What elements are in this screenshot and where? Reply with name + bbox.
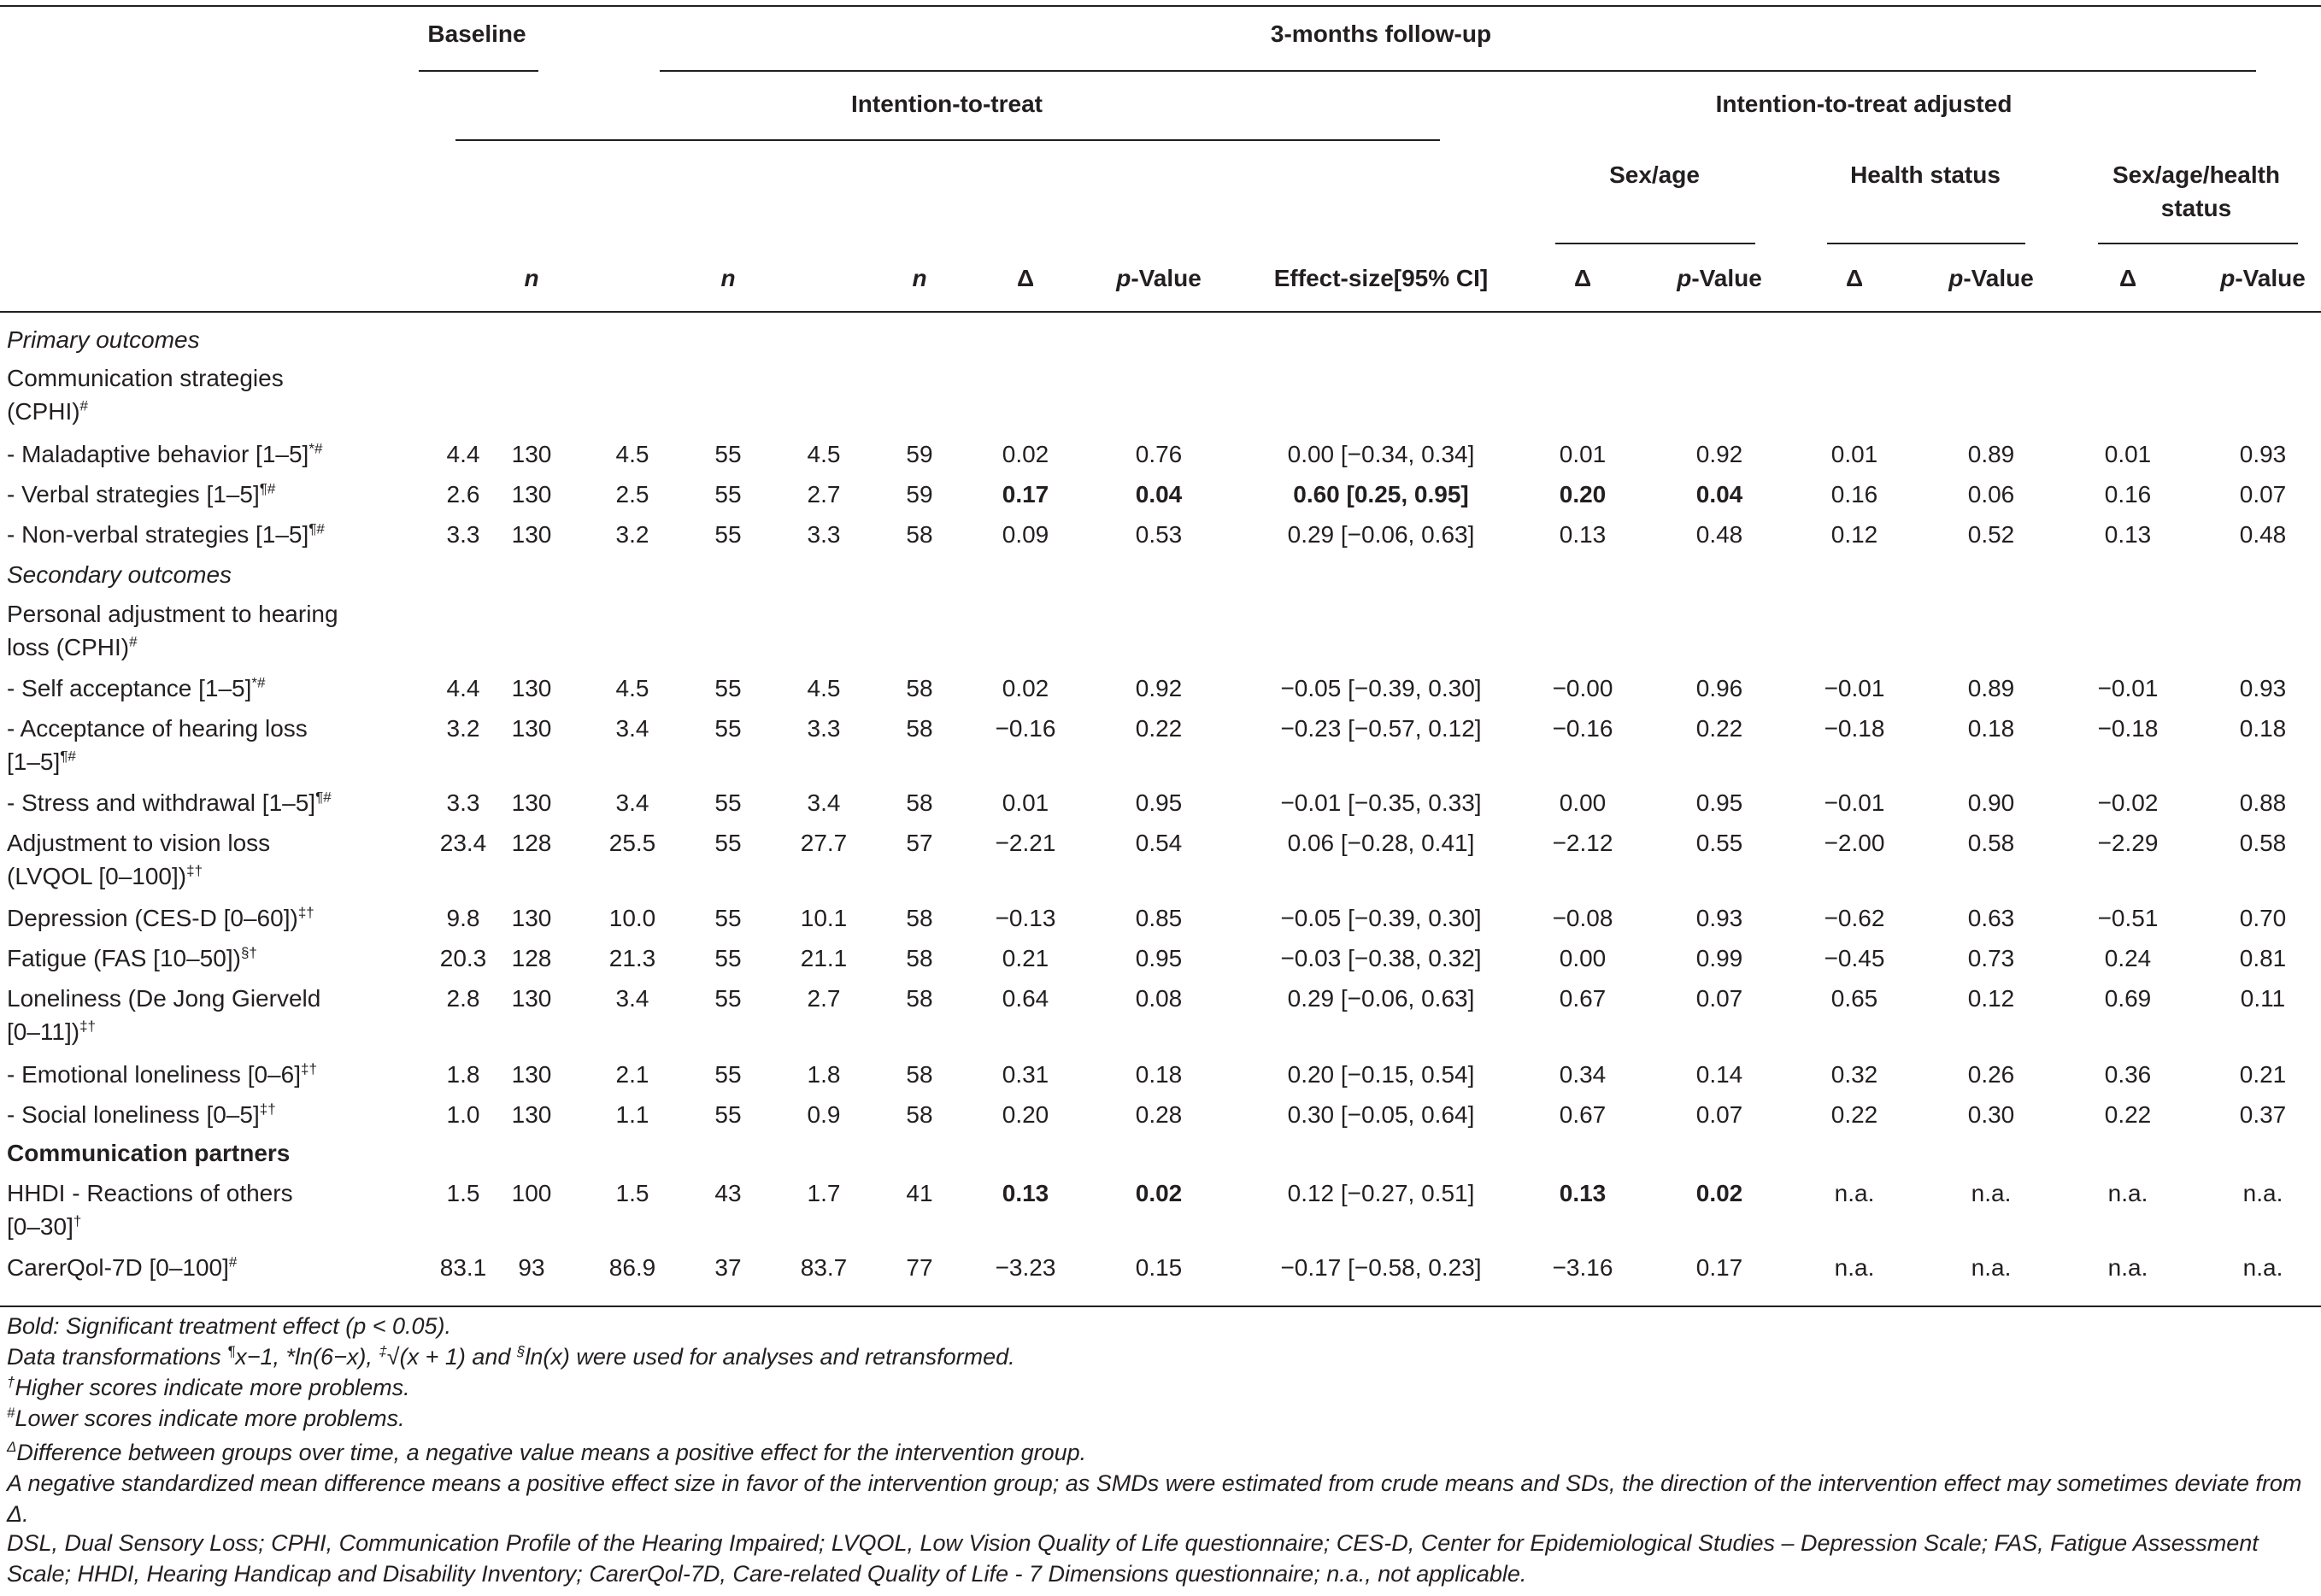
cell-itt-ctrl-mean: 3.3 <box>807 521 841 548</box>
cell-sexagehealth-delta: 0.69 <box>2104 985 2152 1012</box>
col-header-p-value: p-Value <box>1677 265 1762 291</box>
cell-itt-int-mean: 1.5 <box>615 1180 649 1206</box>
cell-sexagehealth-p: 0.93 <box>2239 675 2287 701</box>
row-label: - Acceptance of hearing loss <box>7 715 308 742</box>
col-header-p-value: p-Value <box>2220 265 2306 291</box>
cell-baseline-n: 130 <box>511 1061 552 1088</box>
cell-itt-ctrl-mean: 83.7 <box>800 1254 848 1281</box>
cell-itt-delta: 0.31 <box>1002 1061 1049 1088</box>
cell-itt-ctrl-mean: 21.1 <box>800 945 848 971</box>
cell-sexagehealth-delta: 0.24 <box>2104 945 2152 971</box>
group-communication-strategies-2: (CPHI)# <box>7 397 89 425</box>
cell-baseline-mean: 20.3 <box>439 945 487 971</box>
cell-itt-int-n: 55 <box>714 985 742 1012</box>
cell-itt-p: 0.04 <box>1135 481 1183 508</box>
cell-itt-ctrl-n: 58 <box>906 675 933 701</box>
col-header-n: n <box>524 265 539 291</box>
cell-itt-delta: 0.01 <box>1002 789 1049 816</box>
cell-itt-p: 0.02 <box>1135 1180 1183 1206</box>
cell-itt-int-mean: 3.4 <box>615 985 649 1012</box>
cell-baseline-n: 130 <box>511 675 552 701</box>
cell-itt-int-n: 55 <box>714 715 742 742</box>
cell-sexage-delta: −3.16 <box>1552 1254 1613 1281</box>
cell-sexagehealth-p: 0.70 <box>2239 905 2287 931</box>
cell-itt-effect-size: 0.29 [−0.06, 0.63] <box>1287 521 1475 548</box>
cell-sexagehealth-delta: n.a. <box>2107 1254 2148 1281</box>
cell-baseline-mean: 1.0 <box>446 1101 480 1128</box>
header-sexagehealth-1: Sex/age/health <box>2112 161 2281 188</box>
cell-itt-effect-size: −0.03 [−0.38, 0.32] <box>1280 945 1482 971</box>
cell-itt-int-n: 55 <box>714 481 742 508</box>
cell-itt-int-mean: 4.5 <box>615 675 649 701</box>
cell-itt-effect-size: −0.17 [−0.58, 0.23] <box>1280 1254 1482 1281</box>
cell-itt-effect-size: −0.05 [−0.39, 0.30] <box>1280 905 1482 931</box>
cell-itt-effect-size: 0.06 [−0.28, 0.41] <box>1287 830 1475 856</box>
cell-baseline-n: 130 <box>511 789 552 816</box>
cell-baseline-mean: 3.2 <box>446 715 480 742</box>
row-label: - Verbal strategies [1–5]¶# <box>7 480 276 508</box>
cell-itt-p: 0.18 <box>1135 1061 1183 1088</box>
sexagehealth-underline <box>2098 243 2298 244</box>
cell-itt-int-mean: 25.5 <box>608 830 656 856</box>
footnote-delta: $^\Delta$Difference between groups over time, a negative value means a positive effect for the intervention group. <box>7 1439 1087 1465</box>
cell-baseline-n: 128 <box>511 830 552 856</box>
group-personal-adjustment-2: loss (CPHI)# <box>7 633 138 660</box>
col-header-p-value: p-Value <box>1948 265 2034 291</box>
cell-sexage-delta: 0.34 <box>1559 1061 1607 1088</box>
cell-sexage-delta: 0.13 <box>1559 521 1607 548</box>
cell-sexagehealth-p: 0.88 <box>2239 789 2287 816</box>
cell-itt-ctrl-n: 58 <box>906 521 933 548</box>
cell-itt-ctrl-n: 58 <box>906 985 933 1012</box>
cell-baseline-n: 93 <box>518 1254 545 1281</box>
cell-health-delta: 0.22 <box>1830 1101 1878 1128</box>
cell-itt-p: 0.95 <box>1135 945 1183 971</box>
cell-baseline-n: 130 <box>511 715 552 742</box>
cell-health-p: 0.30 <box>1967 1101 2015 1128</box>
cell-health-delta: n.a. <box>1834 1254 1875 1281</box>
cell-health-delta: 0.32 <box>1830 1061 1878 1088</box>
cell-sexage-delta: −0.00 <box>1552 675 1613 701</box>
header-health-status: Health status <box>1850 161 2001 188</box>
cell-itt-ctrl-n: 58 <box>906 945 933 971</box>
cell-sexage-delta: 0.20 <box>1559 481 1607 508</box>
cell-health-p: 0.90 <box>1967 789 2015 816</box>
cell-itt-int-n: 55 <box>714 1101 742 1128</box>
header-bottom-rule <box>0 311 2321 313</box>
row-label: Fatigue (FAS [10–50])§† <box>7 944 257 971</box>
cell-baseline-n: 130 <box>511 905 552 931</box>
cell-health-p: 0.63 <box>1967 905 2015 931</box>
cell-itt-ctrl-n: 77 <box>906 1254 933 1281</box>
cell-sexage-p: 0.48 <box>1695 521 1743 548</box>
cell-itt-int-n: 55 <box>714 521 742 548</box>
cell-itt-effect-size: 0.60 [0.25, 0.95] <box>1293 481 1469 508</box>
col-header-effect-size: Effect-size[95% CI] <box>1273 265 1489 291</box>
cell-itt-delta: −0.16 <box>995 715 1056 742</box>
cell-itt-ctrl-n: 41 <box>906 1180 933 1206</box>
group-communication-strategies-1: Communication strategies <box>7 365 284 391</box>
cell-itt-int-mean: 2.1 <box>615 1061 649 1088</box>
cell-itt-effect-size: −0.05 [−0.39, 0.30] <box>1280 675 1482 701</box>
footnote-smd: A negative standardized mean difference means a positive effect size in favor of the intervention group; as SMDs were estimated from crude means and SDs, the direction of the intervention effect may sometimes deviate from Δ. <box>7 1470 2302 1527</box>
cell-baseline-mean: 2.8 <box>446 985 480 1012</box>
row-label: - Social loneliness [0–5]‡† <box>7 1100 276 1128</box>
cell-baseline-mean: 2.6 <box>446 481 480 508</box>
row-label: CarerQol-7D [0–100]# <box>7 1253 238 1281</box>
cell-itt-delta: 0.17 <box>1002 481 1049 508</box>
cell-baseline-mean: 4.4 <box>446 441 480 467</box>
cell-sexagehealth-p: 0.93 <box>2239 441 2287 467</box>
row-label: HHDI - Reactions of others <box>7 1180 293 1206</box>
cell-sexagehealth-p: 0.21 <box>2239 1061 2287 1088</box>
row-label: Adjustment to vision loss <box>7 830 271 856</box>
cell-itt-int-n: 55 <box>714 789 742 816</box>
footnote-lower: #Lower scores indicate more problems. <box>7 1405 405 1431</box>
cell-sexage-p: 0.99 <box>1695 945 1743 971</box>
cell-itt-p: 0.54 <box>1135 830 1183 856</box>
cell-itt-int-n: 55 <box>714 905 742 931</box>
cell-itt-effect-size: 0.20 [−0.15, 0.54] <box>1287 1061 1475 1088</box>
col-header-n: n <box>720 265 736 291</box>
cell-sexage-delta: −2.12 <box>1552 830 1613 856</box>
table-bottom-rule <box>0 1306 2321 1307</box>
cell-sexage-p: 0.22 <box>1695 715 1743 742</box>
col-header-n: n <box>912 265 927 291</box>
cell-itt-delta: −3.23 <box>995 1254 1056 1281</box>
cell-itt-ctrl-mean: 3.3 <box>807 715 841 742</box>
cell-sexage-p: 0.93 <box>1695 905 1743 931</box>
cell-sexagehealth-delta: −0.51 <box>2097 905 2159 931</box>
cell-itt-ctrl-n: 59 <box>906 441 933 467</box>
followup-underline <box>660 70 2256 72</box>
cell-itt-p: 0.95 <box>1135 789 1183 816</box>
itt-underline <box>455 139 1440 141</box>
cell-sexage-delta: 0.67 <box>1559 1101 1607 1128</box>
cell-sexagehealth-delta: 0.36 <box>2104 1061 2152 1088</box>
cell-sexage-p: 0.04 <box>1695 481 1743 508</box>
cell-sexagehealth-p: n.a. <box>2242 1254 2283 1281</box>
cell-itt-delta: 0.02 <box>1002 675 1049 701</box>
cell-itt-ctrl-n: 57 <box>906 830 933 856</box>
header-followup: 3-months follow-up <box>1270 21 1492 47</box>
cell-itt-ctrl-n: 59 <box>906 481 933 508</box>
cell-itt-effect-size: −0.01 [−0.35, 0.33] <box>1280 789 1482 816</box>
cell-sexagehealth-delta: −2.29 <box>2097 830 2159 856</box>
cell-health-p: 0.12 <box>1967 985 2015 1012</box>
footnote-abbreviations: DSL, Dual Sensory Loss; CPHI, Communication Profile of the Hearing Impaired; LVQOL, Low Vision Quality of Life questionnaire; CES-D, Center for Epidemiological Studies – Depression Scale; FAS, Fatigue Assessment Scale; HHDI, Hearing Handicap and Disability Inventory; CarerQol-7D, Care-related Quality of Life - 7 Dimensions questionnaire; n.a., not applicable. <box>7 1530 2259 1587</box>
cell-sexage-p: 0.02 <box>1695 1180 1743 1206</box>
cell-health-delta: n.a. <box>1834 1180 1875 1206</box>
cell-baseline-n: 130 <box>511 441 552 467</box>
cell-itt-ctrl-n: 58 <box>906 789 933 816</box>
cell-itt-p: 0.85 <box>1135 905 1183 931</box>
cell-itt-ctrl-mean: 4.5 <box>807 441 841 467</box>
header-itt-adjusted: Intention-to-treat adjusted <box>1715 91 2013 117</box>
cell-itt-delta: 0.02 <box>1002 441 1049 467</box>
cell-baseline-n: 130 <box>511 985 552 1012</box>
cell-itt-ctrl-n: 58 <box>906 905 933 931</box>
cell-itt-effect-size: 0.29 [−0.06, 0.63] <box>1287 985 1475 1012</box>
header-sexage: Sex/age <box>1609 161 1700 188</box>
group-personal-adjustment-1: Personal adjustment to hearing <box>7 601 338 627</box>
cell-sexagehealth-p: n.a. <box>2242 1180 2283 1206</box>
cell-itt-p: 0.22 <box>1135 715 1183 742</box>
cell-sexagehealth-p: 0.81 <box>2239 945 2287 971</box>
cell-health-p: 0.89 <box>1967 441 2015 467</box>
row-label-continued: (LVQOL [0–100])‡† <box>7 862 203 889</box>
footnote-higher: †Higher scores indicate more problems. <box>7 1374 410 1400</box>
top-rule <box>0 5 2321 7</box>
cell-itt-int-n: 55 <box>714 675 742 701</box>
cell-health-delta: −0.45 <box>1824 945 1885 971</box>
cell-baseline-mean: 1.5 <box>446 1180 480 1206</box>
cell-health-p: 0.89 <box>1967 675 2015 701</box>
cell-health-delta: 0.01 <box>1830 441 1878 467</box>
cell-itt-p: 0.15 <box>1135 1254 1183 1281</box>
cell-sexage-delta: 0.00 <box>1559 945 1607 971</box>
cell-itt-ctrl-n: 58 <box>906 715 933 742</box>
cell-itt-delta: −0.13 <box>995 905 1056 931</box>
cell-itt-p: 0.92 <box>1135 675 1183 701</box>
cell-itt-ctrl-mean: 1.8 <box>807 1061 841 1088</box>
cell-health-p: n.a. <box>1971 1254 2012 1281</box>
cell-itt-delta: −2.21 <box>995 830 1056 856</box>
cell-baseline-mean: 4.4 <box>446 675 480 701</box>
cell-health-p: 0.52 <box>1967 521 2015 548</box>
header-itt: Intention-to-treat <box>851 91 1043 117</box>
cell-sexage-p: 0.92 <box>1695 441 1743 467</box>
cell-sexagehealth-delta: −0.02 <box>2097 789 2159 816</box>
section-partners: Communication partners <box>7 1140 291 1166</box>
col-header-p-value: p-Value <box>1116 265 1202 291</box>
row-label: - Non-verbal strategies [1–5]¶# <box>7 520 325 548</box>
cell-sexagehealth-p: 0.07 <box>2239 481 2287 508</box>
cell-baseline-n: 100 <box>511 1180 552 1206</box>
col-header-delta: Δ <box>1845 265 1864 291</box>
cell-itt-ctrl-n: 58 <box>906 1101 933 1128</box>
cell-baseline-mean: 83.1 <box>439 1254 487 1281</box>
cell-itt-int-mean: 3.4 <box>615 715 649 742</box>
cell-itt-int-n: 43 <box>714 1180 742 1206</box>
cell-sexagehealth-delta: 0.01 <box>2104 441 2152 467</box>
cell-itt-int-n: 55 <box>714 441 742 467</box>
cell-itt-delta: 0.64 <box>1002 985 1049 1012</box>
cell-health-delta: 0.16 <box>1830 481 1878 508</box>
cell-itt-ctrl-n: 58 <box>906 1061 933 1088</box>
cell-health-p: n.a. <box>1971 1180 2012 1206</box>
cell-sexage-p: 0.14 <box>1695 1061 1743 1088</box>
cell-itt-int-mean: 3.4 <box>615 789 649 816</box>
cell-health-delta: −0.01 <box>1824 675 1885 701</box>
cell-health-delta: −0.01 <box>1824 789 1885 816</box>
cell-health-delta: −0.62 <box>1824 905 1885 931</box>
cell-baseline-n: 130 <box>511 481 552 508</box>
cell-sexagehealth-delta: −0.18 <box>2097 715 2159 742</box>
footnote-transform: Data transformations ¶x−1, *ln(6−x), ‡√(x + 1) and §ln(x) were used for analyses and retransformed. <box>7 1343 1015 1370</box>
cell-itt-p: 0.76 <box>1135 441 1183 467</box>
cell-sexagehealth-delta: −0.01 <box>2097 675 2159 701</box>
cell-sexage-p: 0.96 <box>1695 675 1743 701</box>
section-secondary: Secondary outcomes <box>7 561 232 588</box>
cell-baseline-n: 130 <box>511 1101 552 1128</box>
row-label: - Maladaptive behavior [1–5]*# <box>7 440 323 467</box>
cell-itt-int-n: 55 <box>714 1061 742 1088</box>
col-header-delta: Δ <box>1573 265 1592 291</box>
cell-sexage-delta: 0.00 <box>1559 789 1607 816</box>
cell-itt-p: 0.53 <box>1135 521 1183 548</box>
cell-itt-effect-size: 0.00 [−0.34, 0.34] <box>1287 441 1475 467</box>
cell-baseline-mean: 23.4 <box>439 830 487 856</box>
cell-itt-int-mean: 2.5 <box>615 481 649 508</box>
row-label-continued: [1–5]¶# <box>7 748 76 775</box>
cell-itt-ctrl-mean: 1.7 <box>807 1180 841 1206</box>
cell-health-delta: 0.65 <box>1830 985 1878 1012</box>
cell-health-delta: −0.18 <box>1824 715 1885 742</box>
section-primary: Primary outcomes <box>7 326 200 353</box>
cell-sexage-p: 0.95 <box>1695 789 1743 816</box>
cell-itt-effect-size: −0.23 [−0.57, 0.12] <box>1280 715 1482 742</box>
cell-itt-int-mean: 3.2 <box>615 521 649 548</box>
cell-itt-int-mean: 86.9 <box>608 1254 656 1281</box>
cell-sexagehealth-delta: 0.16 <box>2104 481 2152 508</box>
cell-sexage-delta: 0.67 <box>1559 985 1607 1012</box>
cell-itt-effect-size: 0.12 [−0.27, 0.51] <box>1287 1180 1475 1206</box>
cell-sexagehealth-delta: 0.22 <box>2104 1101 2152 1128</box>
cell-sexage-delta: −0.16 <box>1552 715 1613 742</box>
cell-health-p: 0.58 <box>1967 830 2015 856</box>
cell-sexage-p: 0.07 <box>1695 1101 1743 1128</box>
cell-sexagehealth-p: 0.58 <box>2239 830 2287 856</box>
cell-itt-int-mean: 21.3 <box>608 945 656 971</box>
cell-itt-ctrl-mean: 4.5 <box>807 675 841 701</box>
cell-sexage-delta: −0.08 <box>1552 905 1613 931</box>
cell-sexagehealth-delta: n.a. <box>2107 1180 2148 1206</box>
cell-baseline-n: 128 <box>511 945 552 971</box>
cell-itt-p: 0.08 <box>1135 985 1183 1012</box>
cell-itt-int-n: 37 <box>714 1254 742 1281</box>
cell-sexagehealth-p: 0.11 <box>2240 985 2286 1012</box>
cell-itt-int-mean: 10.0 <box>608 905 656 931</box>
row-label: Loneliness (De Jong Gierveld <box>7 985 321 1012</box>
cell-itt-ctrl-mean: 0.9 <box>807 1101 841 1128</box>
row-label: - Emotional loneliness [0–6]‡† <box>7 1060 317 1088</box>
cell-itt-effect-size: 0.30 [−0.05, 0.64] <box>1287 1101 1475 1128</box>
col-header-delta: Δ <box>2118 265 2137 291</box>
cell-itt-delta: 0.09 <box>1002 521 1049 548</box>
cell-sexagehealth-delta: 0.13 <box>2104 521 2152 548</box>
row-label-continued: [0–30]† <box>7 1212 82 1240</box>
cell-baseline-mean: 3.3 <box>446 521 480 548</box>
cell-baseline-mean: 3.3 <box>446 789 480 816</box>
row-label: - Stress and withdrawal [1–5]¶# <box>7 789 332 816</box>
cell-itt-delta: 0.20 <box>1002 1101 1049 1128</box>
cell-sexagehealth-p: 0.48 <box>2239 521 2287 548</box>
row-label-continued: [0–11])‡† <box>7 1018 97 1045</box>
baseline-underline <box>419 70 538 72</box>
sexage-underline <box>1555 243 1755 244</box>
cell-health-p: 0.73 <box>1967 945 2015 971</box>
cell-baseline-mean: 1.8 <box>446 1061 480 1088</box>
cell-itt-delta: 0.21 <box>1002 945 1049 971</box>
cell-sexage-delta: 0.13 <box>1559 1180 1607 1206</box>
cell-itt-int-n: 55 <box>714 945 742 971</box>
cell-sexage-delta: 0.01 <box>1559 441 1607 467</box>
cell-itt-ctrl-mean: 2.7 <box>807 481 841 508</box>
cell-health-p: 0.26 <box>1967 1061 2015 1088</box>
cell-baseline-mean: 9.8 <box>446 905 480 931</box>
cell-health-delta: −2.00 <box>1824 830 1885 856</box>
cell-sexagehealth-p: 0.37 <box>2239 1101 2287 1128</box>
cell-health-delta: 0.12 <box>1830 521 1878 548</box>
cell-itt-int-mean: 4.5 <box>615 441 649 467</box>
cell-sexage-p: 0.07 <box>1695 985 1743 1012</box>
header-baseline: Baseline <box>427 21 526 47</box>
cell-itt-int-n: 55 <box>714 830 742 856</box>
cell-itt-ctrl-mean: 27.7 <box>800 830 848 856</box>
cell-itt-p: 0.28 <box>1135 1101 1183 1128</box>
col-header-delta: Δ <box>1016 265 1035 291</box>
cell-sexagehealth-p: 0.18 <box>2239 715 2287 742</box>
cell-sexage-p: 0.55 <box>1695 830 1743 856</box>
footnote-bold: Bold: Significant treatment effect (p < 0.05). <box>7 1313 452 1339</box>
cell-baseline-n: 130 <box>511 521 552 548</box>
cell-health-p: 0.18 <box>1967 715 2015 742</box>
cell-itt-ctrl-mean: 2.7 <box>807 985 841 1012</box>
cell-sexage-p: 0.17 <box>1695 1254 1743 1281</box>
cell-itt-ctrl-mean: 10.1 <box>800 905 848 931</box>
header-sexagehealth-2: status <box>2160 195 2232 221</box>
health-underline <box>1827 243 2025 244</box>
row-label: - Self acceptance [1–5]*# <box>7 674 266 701</box>
cell-itt-int-mean: 1.1 <box>615 1101 649 1128</box>
cell-itt-ctrl-mean: 3.4 <box>807 789 841 816</box>
row-label: Depression (CES-D [0–60])‡† <box>7 904 314 931</box>
cell-itt-delta: 0.13 <box>1002 1180 1049 1206</box>
cell-health-p: 0.06 <box>1967 481 2015 508</box>
